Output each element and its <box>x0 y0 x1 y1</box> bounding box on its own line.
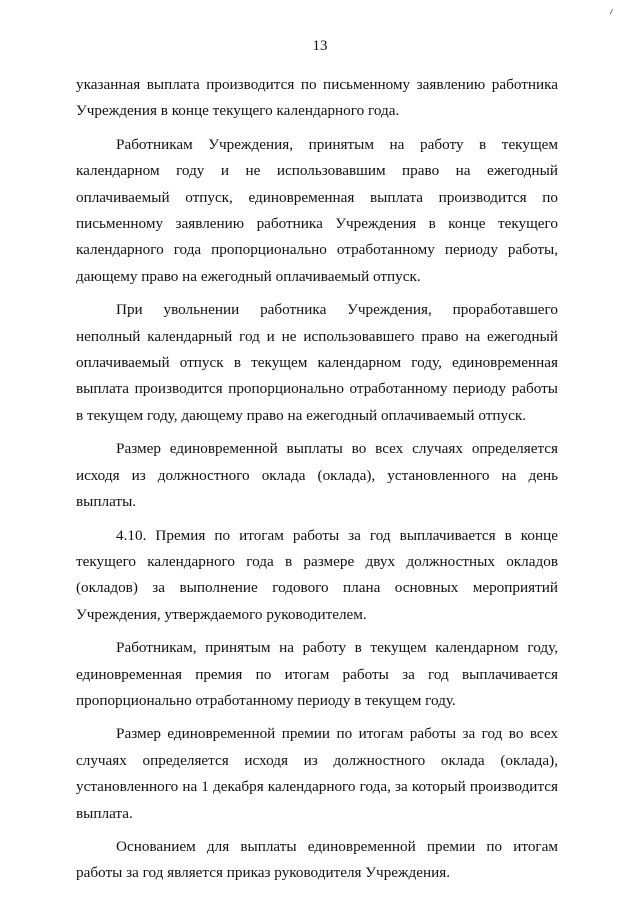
paragraph: Размер единовременной выплаты во всех случаях определяется исходя из должностного оклада (оклада), установленного на день выплаты. <box>76 440 558 511</box>
paragraph: Основанием для выплаты единовременной премии по итогам работы за год является приказ руководителя Учреждения. <box>76 837 558 882</box>
paragraph: Работникам Учреждения, принятым на работу в текущем календарном году и не использовавшим право на ежегодный оплачиваемый отпуск, единовременная выплата производится по письменному заявлению работника Учреждения в конце текущего календарного года пропорционально отработанному периоду работы, дающему право на ежегодный оплачиваемый отпуск. <box>76 135 558 285</box>
document-body <box>76 72 558 894</box>
paragraph: 4.10. Премия по итогам работы за год выплачивается в конце текущего календарного года в размере двух должностных окладов (окладов) за выполнение годового плана основных мероприятий Учреждения, утверждаемого руководителем. <box>76 526 558 623</box>
paragraph: указанная выплата производится по письменному заявлению работника Учреждения в конце текущего календарного года. <box>76 76 558 120</box>
paragraph: При увольнении работника Учреждения, проработавшего неполный календарный год и не использовавшего право на ежегодный оплачиваемый отпуск в текущем календарном году, единовременная выплата производится пропорционально отработанному периоду работы в текущем году, дающему право на ежегодный оплачиваемый отпуск. <box>76 301 558 424</box>
paragraph: Размер единовременной премии по итогам работы за год во всех случаях определяется исходя из должностного оклада (оклада), установленного на 1 декабря календарного года, за который производится выплата. <box>76 725 558 822</box>
paragraph: Работникам, принятым на работу в текущем календарном году, единовременная премия по итогам работы за год выплачивается пропорционально отработанному периоду в текущем году. <box>76 639 558 709</box>
scan-mark <box>607 7 613 14</box>
page-number: 13 <box>312 38 328 54</box>
